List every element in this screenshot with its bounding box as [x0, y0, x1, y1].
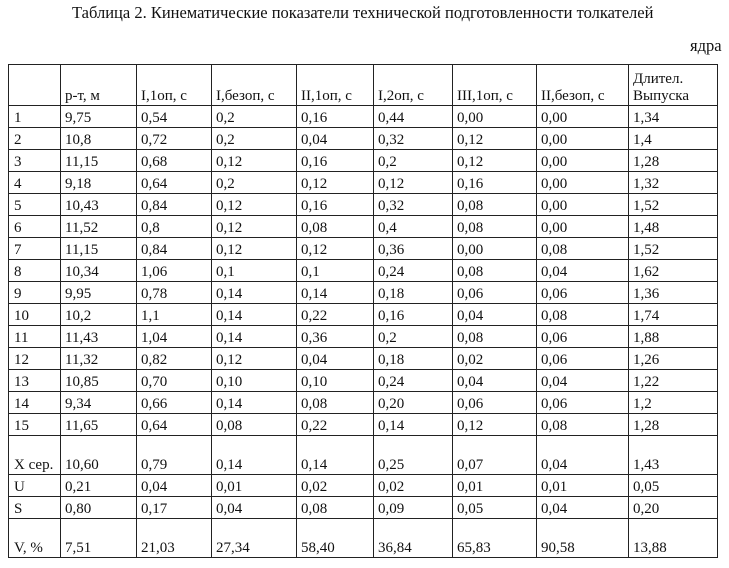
table-cell: 0,08	[297, 216, 374, 238]
table-cell: 0,06	[453, 392, 537, 414]
table-cell: 0,14	[374, 414, 453, 436]
table-cell: 0,08	[537, 414, 629, 436]
table-caption-line2: ядра	[690, 36, 722, 55]
table-header-row	[9, 65, 718, 106]
table-cell: 0,20	[374, 392, 453, 414]
table-cell: 0,00	[537, 150, 629, 172]
table-cell: 0,06	[537, 326, 629, 348]
table-cell: II,1оп, с	[297, 65, 374, 106]
table-cell	[9, 65, 61, 106]
table-cell: 0,14	[212, 392, 297, 414]
table-cell: V, %	[9, 519, 61, 558]
table-cell: 11	[9, 326, 61, 348]
table-cell: 1,26	[629, 348, 718, 370]
table-cell: 0,00	[453, 106, 537, 128]
table-cell: 0,00	[537, 128, 629, 150]
table-cell: 0,00	[537, 172, 629, 194]
table-cell: 0,14	[297, 282, 374, 304]
table-cell: 0,72	[137, 128, 212, 150]
table-cell: III,1оп, с	[453, 65, 537, 106]
table-cell: 9,18	[61, 172, 137, 194]
table-row	[9, 348, 718, 370]
table-cell: 12	[9, 348, 61, 370]
table-cell: 0,01	[537, 475, 629, 497]
table-cell: 6	[9, 216, 61, 238]
table-cell: 0,12	[212, 238, 297, 260]
table-cell: 0,04	[453, 304, 537, 326]
table-cell: 0,84	[137, 194, 212, 216]
table-cell: 0,16	[297, 150, 374, 172]
table-cell: S	[9, 497, 61, 519]
table-cell: 0,10	[212, 370, 297, 392]
table-cell: 0,12	[374, 172, 453, 194]
table-cell: 1,06	[137, 260, 212, 282]
table-cell: 0,09	[374, 497, 453, 519]
table-row	[9, 238, 718, 260]
table-cell: 0,01	[453, 475, 537, 497]
table-cell: р-т, м	[61, 65, 137, 106]
table-cell: 0,1	[297, 260, 374, 282]
table-cell: 1,74	[629, 304, 718, 326]
table-stat-row	[9, 519, 718, 558]
table-cell: 1,28	[629, 150, 718, 172]
table-cell: 0,18	[374, 348, 453, 370]
table-cell: 11,52	[61, 216, 137, 238]
table-caption-line1: Таблица 2. Кинематические показатели технической подготовленности толкателей	[72, 3, 654, 22]
table-cell: 0,24	[374, 370, 453, 392]
table-cell: 0,64	[137, 172, 212, 194]
table-cell: 0,12	[212, 194, 297, 216]
table-cell: 11,15	[61, 150, 137, 172]
table-cell: 0,05	[629, 475, 718, 497]
table-cell: 9,34	[61, 392, 137, 414]
table-cell: 0,14	[212, 282, 297, 304]
table-cell: 65,83	[453, 519, 537, 558]
table-row	[9, 172, 718, 194]
table-cell: 2	[9, 128, 61, 150]
kinematics-table	[8, 64, 718, 558]
table-row	[9, 106, 718, 128]
table-cell: 1,22	[629, 370, 718, 392]
table-row	[9, 194, 718, 216]
table-cell: 3	[9, 150, 61, 172]
table-cell: 1,4	[629, 128, 718, 150]
table-cell: 0,04	[137, 475, 212, 497]
table-cell: 10	[9, 304, 61, 326]
table-cell: 0,16	[297, 106, 374, 128]
table-cell: 1,48	[629, 216, 718, 238]
table-cell: 0,8	[137, 216, 212, 238]
table-cell: 1,88	[629, 326, 718, 348]
table-cell: 0,64	[137, 414, 212, 436]
table-cell: 0,12	[212, 348, 297, 370]
table-cell: 0,14	[212, 326, 297, 348]
table-cell: 0,06	[537, 392, 629, 414]
table-cell: 7	[9, 238, 61, 260]
table-cell: 0,2	[374, 326, 453, 348]
table-cell: 0,78	[137, 282, 212, 304]
table-cell: 21,03	[137, 519, 212, 558]
table-cell: 0,68	[137, 150, 212, 172]
table-cell: 0,79	[137, 436, 212, 475]
table-cell: 11,32	[61, 348, 137, 370]
table-cell: 0,66	[137, 392, 212, 414]
table-cell: 0,4	[374, 216, 453, 238]
table-row	[9, 414, 718, 436]
table-cell: U	[9, 475, 61, 497]
table-cell: 0,00	[537, 106, 629, 128]
table-cell: 14	[9, 392, 61, 414]
table-cell: 10,34	[61, 260, 137, 282]
table-cell: 0,10	[297, 370, 374, 392]
table-cell: 0,24	[374, 260, 453, 282]
table-cell: 0,06	[537, 348, 629, 370]
table-row	[9, 392, 718, 414]
table-cell: 90,58	[537, 519, 629, 558]
table-cell: Длител. Выпуска	[629, 65, 718, 106]
table-cell: X сер.	[9, 436, 61, 475]
table-cell: 0,08	[453, 326, 537, 348]
table-cell: 27,34	[212, 519, 297, 558]
table-cell: 0,25	[374, 436, 453, 475]
table-cell: 0,12	[297, 238, 374, 260]
table-cell: 0,04	[297, 128, 374, 150]
table-cell: 0,08	[453, 194, 537, 216]
table-cell: 0,20	[629, 497, 718, 519]
table-cell: 0,04	[537, 370, 629, 392]
table-cell: 0,16	[374, 304, 453, 326]
table-row	[9, 326, 718, 348]
table-stat-row	[9, 497, 718, 519]
table-cell: 1,62	[629, 260, 718, 282]
table-cell: 0,05	[453, 497, 537, 519]
table-cell: 1,04	[137, 326, 212, 348]
table-cell: 0,36	[374, 238, 453, 260]
table-cell: 9	[9, 282, 61, 304]
table-cell: 0,00	[537, 194, 629, 216]
table-cell: 0,36	[297, 326, 374, 348]
table-cell: 4	[9, 172, 61, 194]
table-cell: 0,00	[537, 216, 629, 238]
table-cell: 0,84	[137, 238, 212, 260]
table-cell: 0,08	[453, 216, 537, 238]
table-cell: 0,02	[453, 348, 537, 370]
table-cell: 10,2	[61, 304, 137, 326]
table-cell: 0,06	[453, 282, 537, 304]
table-row	[9, 260, 718, 282]
table-cell: 7,51	[61, 519, 137, 558]
table-cell: 10,43	[61, 194, 137, 216]
table-cell: 0,12	[453, 150, 537, 172]
table-cell: 5	[9, 194, 61, 216]
table-cell: 0,00	[453, 238, 537, 260]
table-cell: 0,70	[137, 370, 212, 392]
table-cell: 10,8	[61, 128, 137, 150]
table-cell: 0,04	[537, 497, 629, 519]
table-cell: 0,14	[212, 304, 297, 326]
table-cell: 0,18	[374, 282, 453, 304]
table-cell: 1,52	[629, 194, 718, 216]
table-cell: 0,08	[537, 238, 629, 260]
table-row	[9, 370, 718, 392]
table-cell: 0,2	[374, 150, 453, 172]
table-cell: 0,08	[453, 260, 537, 282]
table-cell: 13	[9, 370, 61, 392]
table-cell: 0,04	[537, 260, 629, 282]
table-row	[9, 216, 718, 238]
table-cell: 0,2	[212, 172, 297, 194]
table-cell: 8	[9, 260, 61, 282]
table-cell: 9,75	[61, 106, 137, 128]
table-cell: 13,88	[629, 519, 718, 558]
table-cell: 10,60	[61, 436, 137, 475]
table-cell: 0,04	[297, 348, 374, 370]
table-cell: 1,2	[629, 392, 718, 414]
table-row	[9, 128, 718, 150]
table-cell: 0,54	[137, 106, 212, 128]
table-cell: 10,85	[61, 370, 137, 392]
table-cell: 1,43	[629, 436, 718, 475]
table-cell: 0,14	[297, 436, 374, 475]
table-cell: 9,95	[61, 282, 137, 304]
table-cell: 0,32	[374, 128, 453, 150]
table-cell: 0,04	[212, 497, 297, 519]
table-cell: 1,28	[629, 414, 718, 436]
table-cell: 0,12	[212, 216, 297, 238]
table-cell: I,безоп, с	[212, 65, 297, 106]
table-cell: 1	[9, 106, 61, 128]
table-cell: 0,08	[297, 392, 374, 414]
table-cell: 15	[9, 414, 61, 436]
table-cell: I,2оп, с	[374, 65, 453, 106]
table-row	[9, 304, 718, 326]
table-cell: 0,21	[61, 475, 137, 497]
table-cell: 36,84	[374, 519, 453, 558]
table-row	[9, 282, 718, 304]
table-body	[9, 65, 718, 558]
table-cell: II,безоп, с	[537, 65, 629, 106]
table-cell: 0,12	[453, 128, 537, 150]
table-cell: 1,52	[629, 238, 718, 260]
table-cell: 1,34	[629, 106, 718, 128]
table-cell: 0,22	[297, 304, 374, 326]
table-cell: 1,36	[629, 282, 718, 304]
table-cell: 0,16	[297, 194, 374, 216]
table-cell: 0,12	[212, 150, 297, 172]
table-cell: 0,08	[212, 414, 297, 436]
table-cell: 0,80	[61, 497, 137, 519]
table-cell: 0,2	[212, 106, 297, 128]
table-stat-row	[9, 475, 718, 497]
table-cell: I,1оп, с	[137, 65, 212, 106]
table-row	[9, 150, 718, 172]
table-cell: 0,01	[212, 475, 297, 497]
table-cell: 0,08	[297, 497, 374, 519]
table-cell: 0,12	[453, 414, 537, 436]
table-stat-row	[9, 436, 718, 475]
table-cell: 0,02	[297, 475, 374, 497]
table-cell: 1,1	[137, 304, 212, 326]
table-cell: 58,40	[297, 519, 374, 558]
table-cell: 0,12	[297, 172, 374, 194]
table-cell: 0,02	[374, 475, 453, 497]
table-cell: 0,44	[374, 106, 453, 128]
table-cell: 0,07	[453, 436, 537, 475]
table-cell: 0,06	[537, 282, 629, 304]
table-cell: 0,08	[537, 304, 629, 326]
table-cell: 0,04	[453, 370, 537, 392]
table-cell: 0,22	[297, 414, 374, 436]
table-cell: 0,16	[453, 172, 537, 194]
table-cell: 0,2	[212, 128, 297, 150]
table-cell: 1,32	[629, 172, 718, 194]
table-cell: 0,14	[212, 436, 297, 475]
table-cell: 0,1	[212, 260, 297, 282]
table-cell: 0,04	[537, 436, 629, 475]
table-cell: 0,82	[137, 348, 212, 370]
table-cell: 11,15	[61, 238, 137, 260]
table-cell: 11,65	[61, 414, 137, 436]
table-cell: 11,43	[61, 326, 137, 348]
table-cell: 0,32	[374, 194, 453, 216]
table-cell: 0,17	[137, 497, 212, 519]
